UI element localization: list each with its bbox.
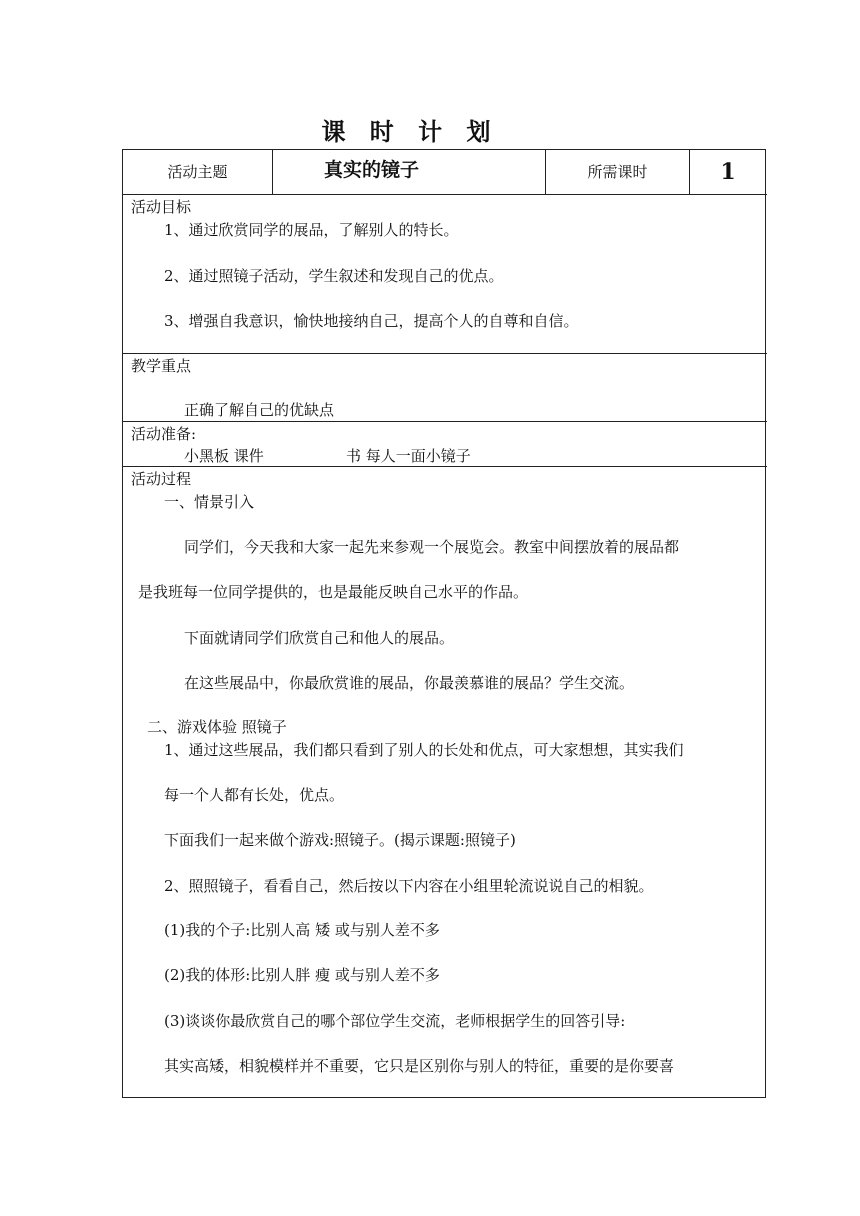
page-title: 课 时 计 划 [321, 118, 499, 146]
paragraph-line: 同学们，今天我和大家一起先来参观一个展览会。教室中间摆放着的展品都 [184, 538, 680, 556]
preparation-items-right: 书 每人一面小镜子 [346, 447, 471, 465]
section-title: 二、游戏体验 照镜子 [147, 718, 287, 736]
objective-item: 2、通过照镜子活动，学生叙述和发现自己的优点。 [164, 267, 504, 285]
theme-value: 真实的镜子 [324, 159, 420, 181]
row-divider [122, 194, 767, 195]
paragraph-line: 下面就请同学们欣赏自己和他人的展品。 [184, 629, 455, 647]
objective-item: 3、增强自我意识，愉快地接纳自己，提高个人的自尊和自信。 [164, 312, 579, 330]
objective-item: 1、通过欣赏同学的展品，了解别人的特长。 [164, 221, 459, 239]
row-divider [122, 421, 767, 422]
key-points-text: 正确了解自己的优缺点 [184, 401, 335, 419]
key-points-heading: 教学重点 [131, 357, 192, 375]
paragraph-line: (3)谈谈你最欣赏自己的哪个部位学生交流，老师根据学生的回答引导: [164, 1012, 626, 1030]
process-heading: 活动过程 [131, 470, 192, 488]
paragraph-line: 在这些展品中，你最欣赏谁的展品，你最羡慕谁的展品？学生交流。 [184, 674, 635, 692]
paragraph-line: (1)我的个子:比别人高 矮 或与别人差不多 [164, 921, 440, 939]
column-divider [272, 149, 273, 195]
paragraph-line: 下面我们一起来做个游戏:照镜子。(揭示课题:照镜子) [164, 831, 516, 849]
hours-label: 所需课时 [587, 163, 648, 181]
hours-value: 1 [720, 159, 736, 185]
theme-label: 活动主题 [167, 163, 228, 181]
paragraph-line: 2、照照镜子，看看自己，然后按以下内容在小组里轮流说说自己的相貌。 [164, 877, 654, 895]
paragraph-line: 1、通过这些展品，我们都只看到了别人的长处和优点，可大家想想，其实我们 [164, 741, 684, 759]
objectives-heading: 活动目标 [131, 198, 192, 216]
preparation-items-left: 小黑板 课件 [184, 447, 264, 465]
row-divider [122, 353, 767, 354]
lesson-plan-table [122, 149, 766, 1098]
preparation-heading: 活动准备: [131, 425, 197, 443]
row-divider [122, 466, 767, 467]
paragraph-line: 其实高矮，相貌模样并不重要，它只是区别你与别人的特征，重要的是你要喜 [164, 1057, 675, 1075]
paragraph-line: 每一个人都有长处，优点。 [164, 786, 345, 804]
section-title: 一、情景引入 [164, 493, 255, 511]
paragraph-line: 是我班每一位同学提供的，也是最能反映自己水平的作品。 [138, 583, 529, 601]
paragraph-line: (2)我的体形:比别人胖 瘦 或与别人差不多 [164, 966, 440, 984]
